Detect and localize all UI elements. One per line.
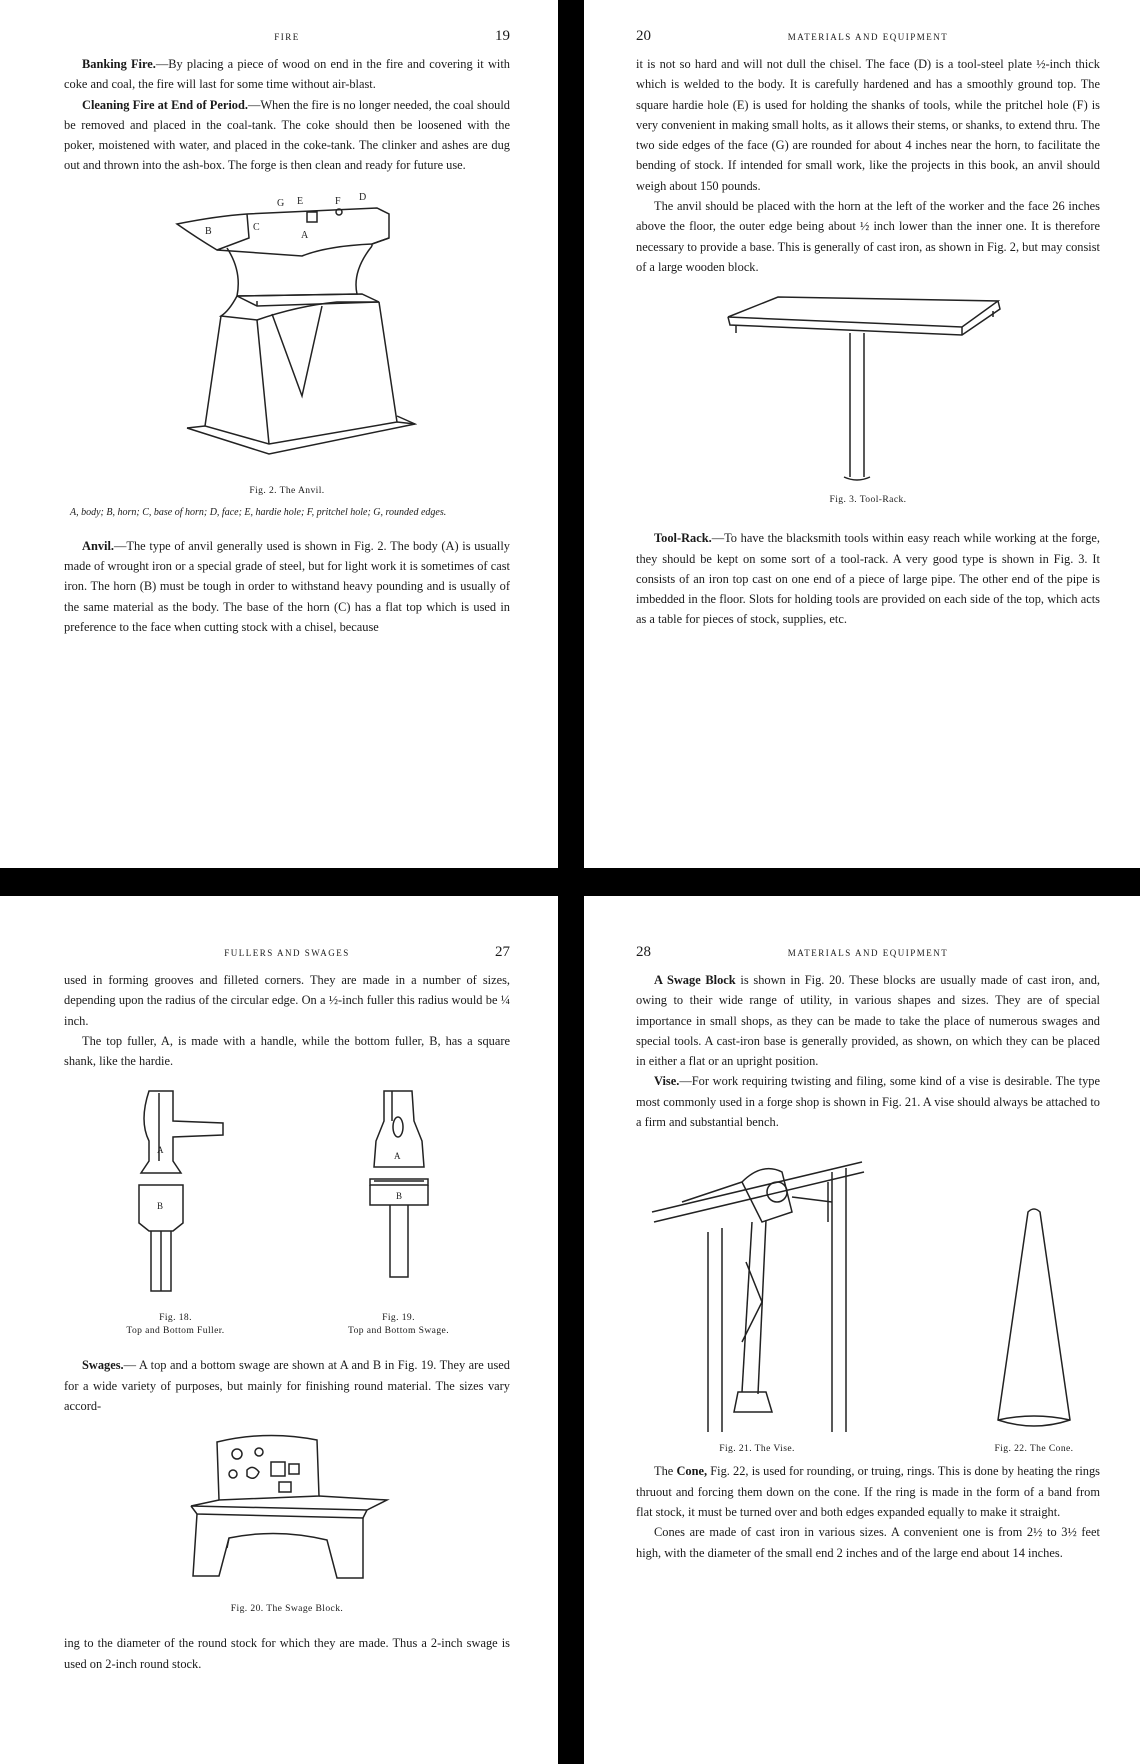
paragraph-text: it is not so hard and will not dull the chisel. The face (D) is a tool-steel plate ½-inch thick which is welded to the body. It is carefully hardened and has a smoothly ground top. The square hardie hole (E) is used for holding the shanks of tools, while the pritchel hole (F) is very convenient in making small holts, as it allows their stems, or shanks, to extend thru. The two side edges of the face (G) are rounded for about 4 inches near the horn, to facilitate the bending of stock. If intended for small work, like the projects in this book, an anvil should weigh about 150 pounds. [636,57,1100,193]
section-title: Tool-Rack. [654,531,712,546]
page-number: 27 [495,944,510,960]
paragraph-text: is shown in Fig. 20. These blocks are usually made of cast iron, and, owing to their wide range of utility, in various shapes and sizes. They are of special importance in small shops, as they can be made to take the place of numerous swages and special tools. A cast-iron base is generally provided, as shown, on which they can be placed in either a flat or an upright position. [636,973,1100,1069]
paragraph-swage-block [636,970,1100,1071]
paragraph-cleaning-fire [64,95,510,176]
fig-label-b: B [395,1191,402,1202]
fig-label-b: B [205,225,212,237]
page-19 [0,0,558,868]
figure-caption: Top and Bottom Swage. [348,1325,449,1337]
running-head: FULLERS AND SWAGES [224,948,350,958]
paragraph-banking-fire [64,54,510,95]
paragraph-text: The anvil should be placed with the horn at the left of the worker and the face 26 inches above the floor, the outer edge being about ½ inch lower than the inner one. It is therefore necessary to provide a base. This is generally of cast iron, as shown in Fig. 2, but may consist of a large wooden block. [636,199,1100,274]
page-20 [584,0,1140,868]
paragraph-vise [636,1071,1100,1132]
section-title: Cone, [676,1464,708,1479]
figure-caption: Fig. 18. [159,1312,192,1324]
swage-illustration [334,1081,464,1311]
section-title: Banking Fire. [82,57,156,71]
fig-label-a: A [301,229,309,241]
section-title: Anvil. [82,538,115,553]
fig-label-d: D [359,191,367,203]
paragraph-text: —When the fire is no longer needed, the coal should be removed and placed in the coal-tank. The coke should then be loosened with the poker, moistened with water, and placed in the coke-tank. The clinker and ashes are dug out and thrown into the ash-box. The forge is then clean and ready for future use. [64,97,510,173]
figure-row [636,1142,1100,1455]
swage-block-illustration [167,1426,407,1596]
paragraph-text: ing to the diameter of the round stock for which they are made. Thus a 2-inch swage is used on 2-inch round stock. [64,1636,510,1671]
figure-fuller [111,1081,241,1337]
figure-swage [334,1081,464,1337]
figure-caption: Fig. 22. The Cone. [994,1443,1074,1455]
running-head: FIRE [274,32,300,42]
page-number: 28 [636,944,651,960]
section-title: Swages. [82,1358,124,1373]
paragraph-text: —To have the blacksmith tools within easy reach while working at the forge, they should be kept on some sort of a tool-rack. A very good type is shown in Fig. 3. It consists of an iron top cast on one end of a piece of large pipe. The other end of the pipe is imbedded in the floor. Slots for holding tools are provided on each side of the top, which acts as a table for pieces of stock, supplies, etc. [636,531,1100,627]
fig-label-c: C [253,221,260,233]
page-header [636,944,1100,970]
fig-label-g: G [277,197,285,209]
paragraph-swages [64,1355,510,1416]
paragraph-text: Fig. 22, is used for rounding, or truing, rings. This is done by heating the rings thruout and forcing them down on the cone. If the ring is made in the form of a band from flat stock, it must be turned over and both edges expanded equally to make it straight. [636,1464,1100,1519]
page-header [64,28,510,54]
figure-legend: A, body; B, horn; C, base of horn; D, face; E, hardie hole; F, pritchel hole; G, rounded edges. [70,506,447,518]
paragraph-text: —For work requiring twisting and filing, some kind of a vise is desirable. The type most commonly used in a forge shop is shown in Fig. 21. A vise should always be attached to a firm and substantial bench. [636,1074,1100,1130]
page-28 [584,896,1140,1764]
fig-label-a: A [393,1151,400,1162]
figure-caption: Fig. 21. The Vise. [719,1443,795,1455]
section-title: A Swage Block [654,973,736,987]
figure-vise [642,1142,872,1455]
fig-label-f: F [335,195,341,207]
paragraph-tool-rack [636,528,1100,629]
page-number: 19 [495,28,510,44]
paragraph-text: The top fuller, A, is made with a handle, while the bottom fuller, B, has a square shank, like the hardie. [64,1033,510,1069]
fig-label-b: B [156,1201,163,1212]
page-number: 20 [636,28,651,44]
paragraph-text: Cones are made of cast iron in various sizes. A convenient one is from 2½ to 3½ feet high, with the diameter of the small end 2 inches and of the large end about 14 inches. [636,1525,1100,1560]
figure-tool-rack [718,287,1018,487]
figure-caption: Fig. 19. [382,1312,415,1324]
figure-caption: Fig. 3. Tool-Rack. [829,494,907,506]
figure-swage-block [167,1426,407,1596]
page-header [64,944,510,970]
paragraph-text: —By placing a piece of wood on end in the fire and covering it with coke and coal, the fire will last for some time without air-blast. [64,57,510,92]
figure-caption: Fig. 2. The Anvil. [249,484,325,496]
figure-anvil [157,186,417,476]
tool-rack-illustration [718,287,1018,487]
section-title: Vise. [654,1074,680,1089]
figure-cone [974,1202,1094,1455]
anvil-illustration [157,186,417,476]
page-27 [0,896,558,1764]
paragraph-text: — A top and a bottom swage are shown at A and B in Fig. 19. They are used for a wide variety of purposes, but mainly for finishing round material. The sizes vary accord- [64,1358,510,1414]
figure-caption: Fig. 20. The Swage Block. [230,1603,344,1615]
fuller-illustration [111,1081,241,1311]
fig-label-a: A [156,1145,163,1156]
paragraph-anvil [64,536,510,637]
section-title: Cleaning Fire at End of Period. [82,97,248,112]
figure-caption: Top and Bottom Fuller. [126,1325,225,1337]
figure-row [64,1081,510,1337]
paragraph-text: The [654,1464,677,1479]
paragraph-text: used in forming grooves and filleted corners. They are made in a number of sizes, depending upon the radius of the circular edge. On a ½-inch fuller this radius would be ¼ inch. [64,973,510,1028]
page-header [636,28,1100,54]
vise-illustration [642,1142,872,1442]
running-head: MATERIALS AND EQUIPMENT [787,948,949,958]
running-head: MATERIALS AND EQUIPMENT [787,32,949,42]
paragraph-cone [636,1461,1100,1522]
cone-illustration [974,1202,1094,1442]
paragraph-text: —The type of anvil generally used is shown in Fig. 2. The body (A) is usually made of wrought iron or a special grade of steel, but for light work it is sometimes of cast iron. The horn (B) must be tough in order to withstand heavy pounding and is usually of the same material as the body. The base of the horn (C) has a flat top which is used in preference to the face when cutting stock with a chisel, because [64,538,510,634]
fig-label-e: E [297,195,304,207]
